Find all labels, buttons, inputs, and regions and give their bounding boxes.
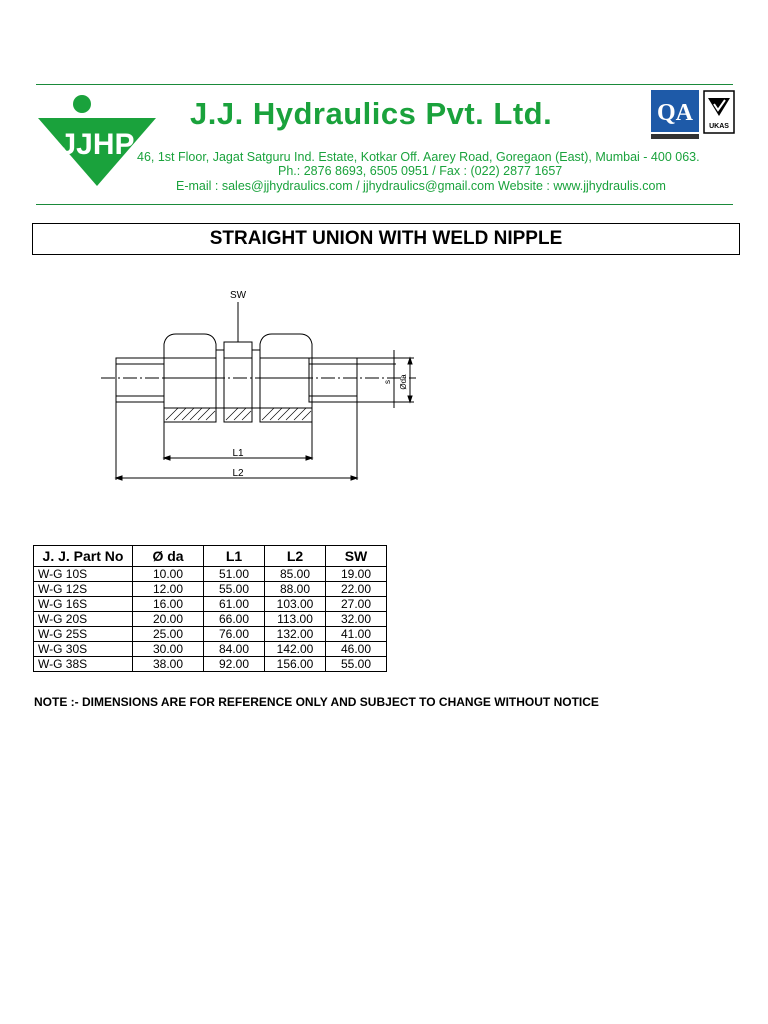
label-l1: L1	[232, 448, 244, 459]
column-header-l2: L2	[265, 546, 326, 567]
sw-cell: 19.00	[326, 567, 387, 582]
da-cell: 20.00	[133, 612, 204, 627]
l1-cell: 61.00	[204, 597, 265, 612]
dimension-table	[33, 545, 387, 672]
sw-cell: 32.00	[326, 612, 387, 627]
l2-cell: 156.00	[265, 657, 326, 672]
cert-qa-text: QA	[657, 100, 693, 126]
column-header-part-no: J. J. Part No	[34, 546, 133, 567]
label-sw: SW	[229, 290, 247, 301]
da-cell: 25.00	[133, 627, 204, 642]
l1-cell: 66.00	[204, 612, 265, 627]
company-name: J.J. Hydraulics Pvt. Ltd.	[190, 96, 553, 131]
part-no-cell: W-G 12S	[34, 582, 133, 597]
part-no-cell: W-G 30S	[34, 642, 133, 657]
sw-cell: 46.00	[326, 642, 387, 657]
label-l2: L2	[232, 468, 244, 479]
l1-cell: 51.00	[204, 567, 265, 582]
l2-cell: 88.00	[265, 582, 326, 597]
sw-cell: 22.00	[326, 582, 387, 597]
ukas-certification-logo	[703, 90, 735, 146]
table-row	[34, 657, 387, 672]
svg-text:JJHP: JJHP	[59, 128, 135, 161]
right-weld-nipple	[309, 358, 357, 402]
da-cell: 38.00	[133, 657, 204, 672]
part-no-cell: W-G 20S	[34, 612, 133, 627]
sw-cell: 41.00	[326, 627, 387, 642]
part-no-cell: W-G 16S	[34, 597, 133, 612]
l1-cell: 55.00	[204, 582, 265, 597]
technical-drawing	[96, 280, 426, 490]
l2-cell: 113.00	[265, 612, 326, 627]
sw-cell: 27.00	[326, 597, 387, 612]
disclaimer-note: NOTE :- DIMENSIONS ARE FOR REFERENCE ONLY AND SUBJECT TO CHANGE WITHOUT NOTICE	[34, 695, 599, 709]
left-weld-nipple	[116, 358, 164, 402]
table-row	[34, 642, 387, 657]
cert-ukas-text: UKAS	[709, 123, 729, 130]
jjhp-logo	[38, 94, 156, 188]
column-header-l1: L1	[204, 546, 265, 567]
header-top-rule	[36, 84, 733, 85]
label-da: Ødа	[399, 374, 408, 390]
l2-cell: 132.00	[265, 627, 326, 642]
da-cell: 30.00	[133, 642, 204, 657]
table-row	[34, 627, 387, 642]
company-phone: Ph.: 2876 8693, 6505 0951 / Fax : (022) 2877 1657	[278, 164, 563, 178]
qa-certification-logo	[651, 90, 699, 146]
table-header-row	[34, 546, 387, 567]
l2-cell: 85.00	[265, 567, 326, 582]
part-no-cell: W-G 38S	[34, 657, 133, 672]
table-row	[34, 597, 387, 612]
table-row	[34, 567, 387, 582]
header-bottom-rule	[36, 204, 733, 205]
l1-cell: 76.00	[204, 627, 265, 642]
da-cell: 10.00	[133, 567, 204, 582]
l2-cell: 142.00	[265, 642, 326, 657]
page-title: STRAIGHT UNION WITH WELD NIPPLE	[32, 223, 740, 255]
l1-cell: 92.00	[204, 657, 265, 672]
column-header-da: Ø da	[133, 546, 204, 567]
company-address: 46, 1st Floor, Jagat Satguru Ind. Estate, Kotkar Off. Aarey Road, Goregaon (East), Mumbai - 400 063.	[137, 150, 700, 164]
table-row	[34, 582, 387, 597]
part-no-cell: W-G 10S	[34, 567, 133, 582]
part-no-cell: W-G 25S	[34, 627, 133, 642]
company-contact: E-mail : sales@jjhydraulics.com / jjhydraulics@gmail.com Website : www.jjhydraulis.com	[176, 179, 666, 193]
label-s: s	[383, 380, 392, 384]
l1-cell: 84.00	[204, 642, 265, 657]
da-cell: 16.00	[133, 597, 204, 612]
column-header-sw: SW	[326, 546, 387, 567]
da-cell: 12.00	[133, 582, 204, 597]
table-row	[34, 612, 387, 627]
center-body	[224, 342, 252, 422]
l2-cell: 103.00	[265, 597, 326, 612]
sw-cell: 55.00	[326, 657, 387, 672]
